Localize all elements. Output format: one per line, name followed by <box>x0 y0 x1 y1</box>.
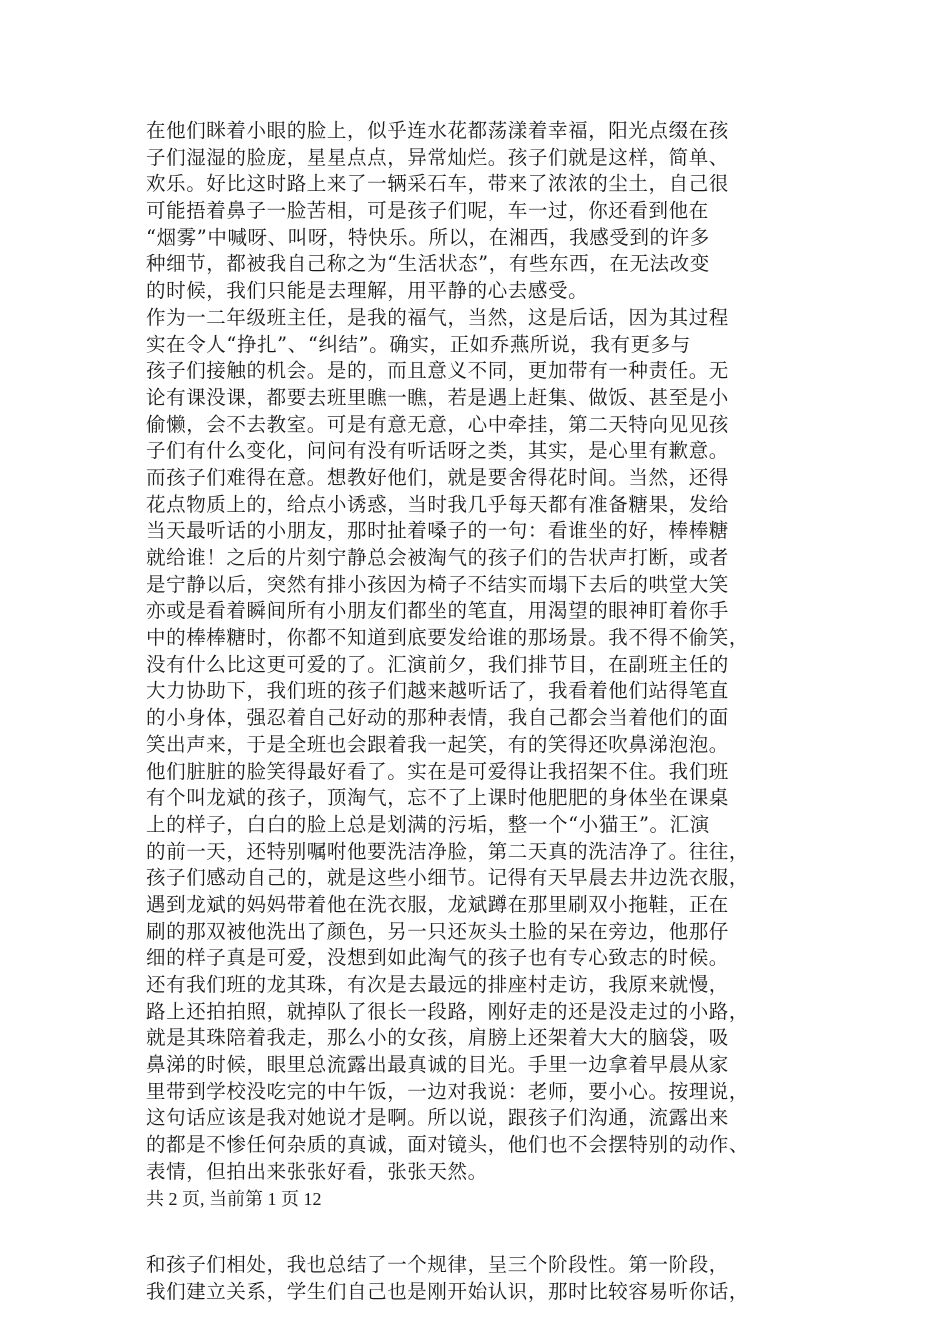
text-line: 孩子们接触的机会。是的，而且意义不同，更加带有一种责任。无 <box>146 359 729 383</box>
text-line: 中的棒棒糖时，你都不知道到底要发给谁的那场景。我不得不偷笑， <box>146 626 750 650</box>
text-line: 种细节，都被我自己称之为“生活状态”，有些东西，在无法改变 <box>146 252 710 276</box>
text-line: 当天最听话的小朋友，那时扯着嗓子的一句：看谁坐的好，棒棒糖 <box>146 519 729 543</box>
text-line: 可能捂着鼻子一脸苦相，可是孩子们呢，车一过，你还看到他在 <box>146 199 709 223</box>
text-line: 孩子们感动自己的，就是这些小细节。记得有天早晨去井边洗衣服， <box>146 866 750 890</box>
text-line: 就是其珠陪着我走，那么小的女孩，肩膀上还架着大大的脑袋，吸 <box>146 1026 729 1050</box>
text-line: 实在令人“挣扎”、“纠结”。确实，正如乔燕所说，我有更多与 <box>146 332 691 356</box>
text-line: 这句话应该是我对她说才是啊。所以说，跟孩子们沟通，流露出来 <box>146 1106 729 1130</box>
text-line: 的小身体，强忍着自己好动的那种表情，我自己都会当着他们的面 <box>146 706 729 730</box>
text-line: 笑出声来，于是全班也会跟着我一起笑，有的笑得还吹鼻涕泡泡。 <box>146 732 729 756</box>
text-line: 表情，但拍出来张张好看，张张天然。 <box>146 1159 488 1183</box>
text-line: 偷懒，会不去教室。可是有意无意，心中牵挂，第二天特向见见孩 <box>146 412 729 436</box>
text-line: 遇到龙斌的妈妈带着他在洗衣服，龙斌蹲在那里刷双小拖鞋，正在 <box>146 892 729 916</box>
text-line: 的时候，我们只能是去理解，用平静的心去感受。 <box>146 279 589 303</box>
page-footer: 共 2 页, 当前第 1 页 12 <box>146 1188 322 1209</box>
text-section-1 <box>146 118 836 1186</box>
text-line: 他们脏脏的脸笑得最好看了。实在是可爱得让我招架不住。我们班 <box>146 759 729 783</box>
text-line: 我们建立关系，学生们自己也是刚开始认识，那时比较容易听你话， <box>146 1279 750 1303</box>
text-line: 的前一天，还特别嘱咐他要洗洁净脸，第二天真的洗洁净了。往往， <box>146 839 750 863</box>
text-line: 路上还拍拍照，就掉队了很长一段路，刚好走的还是没走过的小路， <box>146 999 750 1023</box>
text-line: 是宁静以后，突然有排小孩因为椅子不结实而塌下去后的哄堂大笑 <box>146 572 729 596</box>
text-line: 里带到学校没吃完的中午饭，一边对我说：老师，要小心。按理说， <box>146 1079 750 1103</box>
text-line: 论有课没课，都要去班里瞧一瞧，若是遇上赶集、做饭、甚至是小 <box>146 385 729 409</box>
text-line: 作为一二年级班主任，是我的福气，当然，这是后话，因为其过程 <box>146 305 729 329</box>
text-line: 欢乐。好比这时路上来了一辆采石车，带来了浓浓的尘土，自己很 <box>146 172 729 196</box>
text-line: 花点物质上的，给点小诱惑，当时我几乎每天都有准备糖果，发给 <box>146 492 729 516</box>
document-body <box>146 118 836 1306</box>
text-line: 就给谁！之后的片刻宁静总会被淘气的孩子们的告状声打断，或者 <box>146 546 729 569</box>
text-line: 上的样子，白白的脸上总是划满的污垢，整一个“小猫王”。汇演 <box>146 812 710 836</box>
text-line: 子们湿湿的脸庞，星星点点，异常灿烂。孩子们就是这样，简单、 <box>146 145 729 169</box>
text-line: 的都是不惨任何杂质的真诚，面对镜头，他们也不会摆特别的动作、 <box>146 1133 750 1157</box>
text-line: 刷的那双被他洗出了颜色，另一只还灰头土脸的呆在旁边，他那仔 <box>146 919 729 943</box>
text-line: 子们有什么变化，问问有没有听话呀之类，其实，是心里有歉意。 <box>146 439 729 463</box>
text-line: 亦或是看着瞬间所有小朋友们都坐的笔直，用渴望的眼神盯着你手 <box>146 599 729 623</box>
text-section-2 <box>146 1252 836 1305</box>
text-line: 而孩子们难得在意。想教好他们，就是要舍得花时间。当然，还得 <box>146 465 729 489</box>
section-gap <box>146 1212 836 1252</box>
text-line: 细的样子真是可爱，没想到如此淘气的孩子也有专心致志的时候。 <box>146 946 729 970</box>
text-line: 有个叫龙斌的孩子，顶淘气，忘不了上课时他肥肥的身体坐在课桌 <box>146 786 729 810</box>
text-line: 鼻涕的时候，眼里总流露出最真诚的目光。手里一边拿着早晨从家 <box>146 1053 729 1077</box>
text-line: 和孩子们相处，我也总结了一个规律，呈三个阶段性。第一阶段， <box>146 1253 729 1277</box>
text-line: 在他们眯着小眼的脸上，似乎连水花都荡漾着幸福，阳光点缀在孩 <box>146 119 729 142</box>
text-line: 还有我们班的龙其珠，有次是去最远的排座村走访，我原来就慢， <box>146 973 729 996</box>
text-line: “烟雾”中喊呀、叫呀，特快乐。所以，在湘西，我感受到的许多 <box>146 225 710 249</box>
text-line: 没有什么比这更可爱的了。汇演前夕，我们排节目，在副班主任的 <box>146 652 729 676</box>
text-line: 大力协助下，我们班的孩子们越来越听话了，我看着他们站得笔直 <box>146 679 729 703</box>
